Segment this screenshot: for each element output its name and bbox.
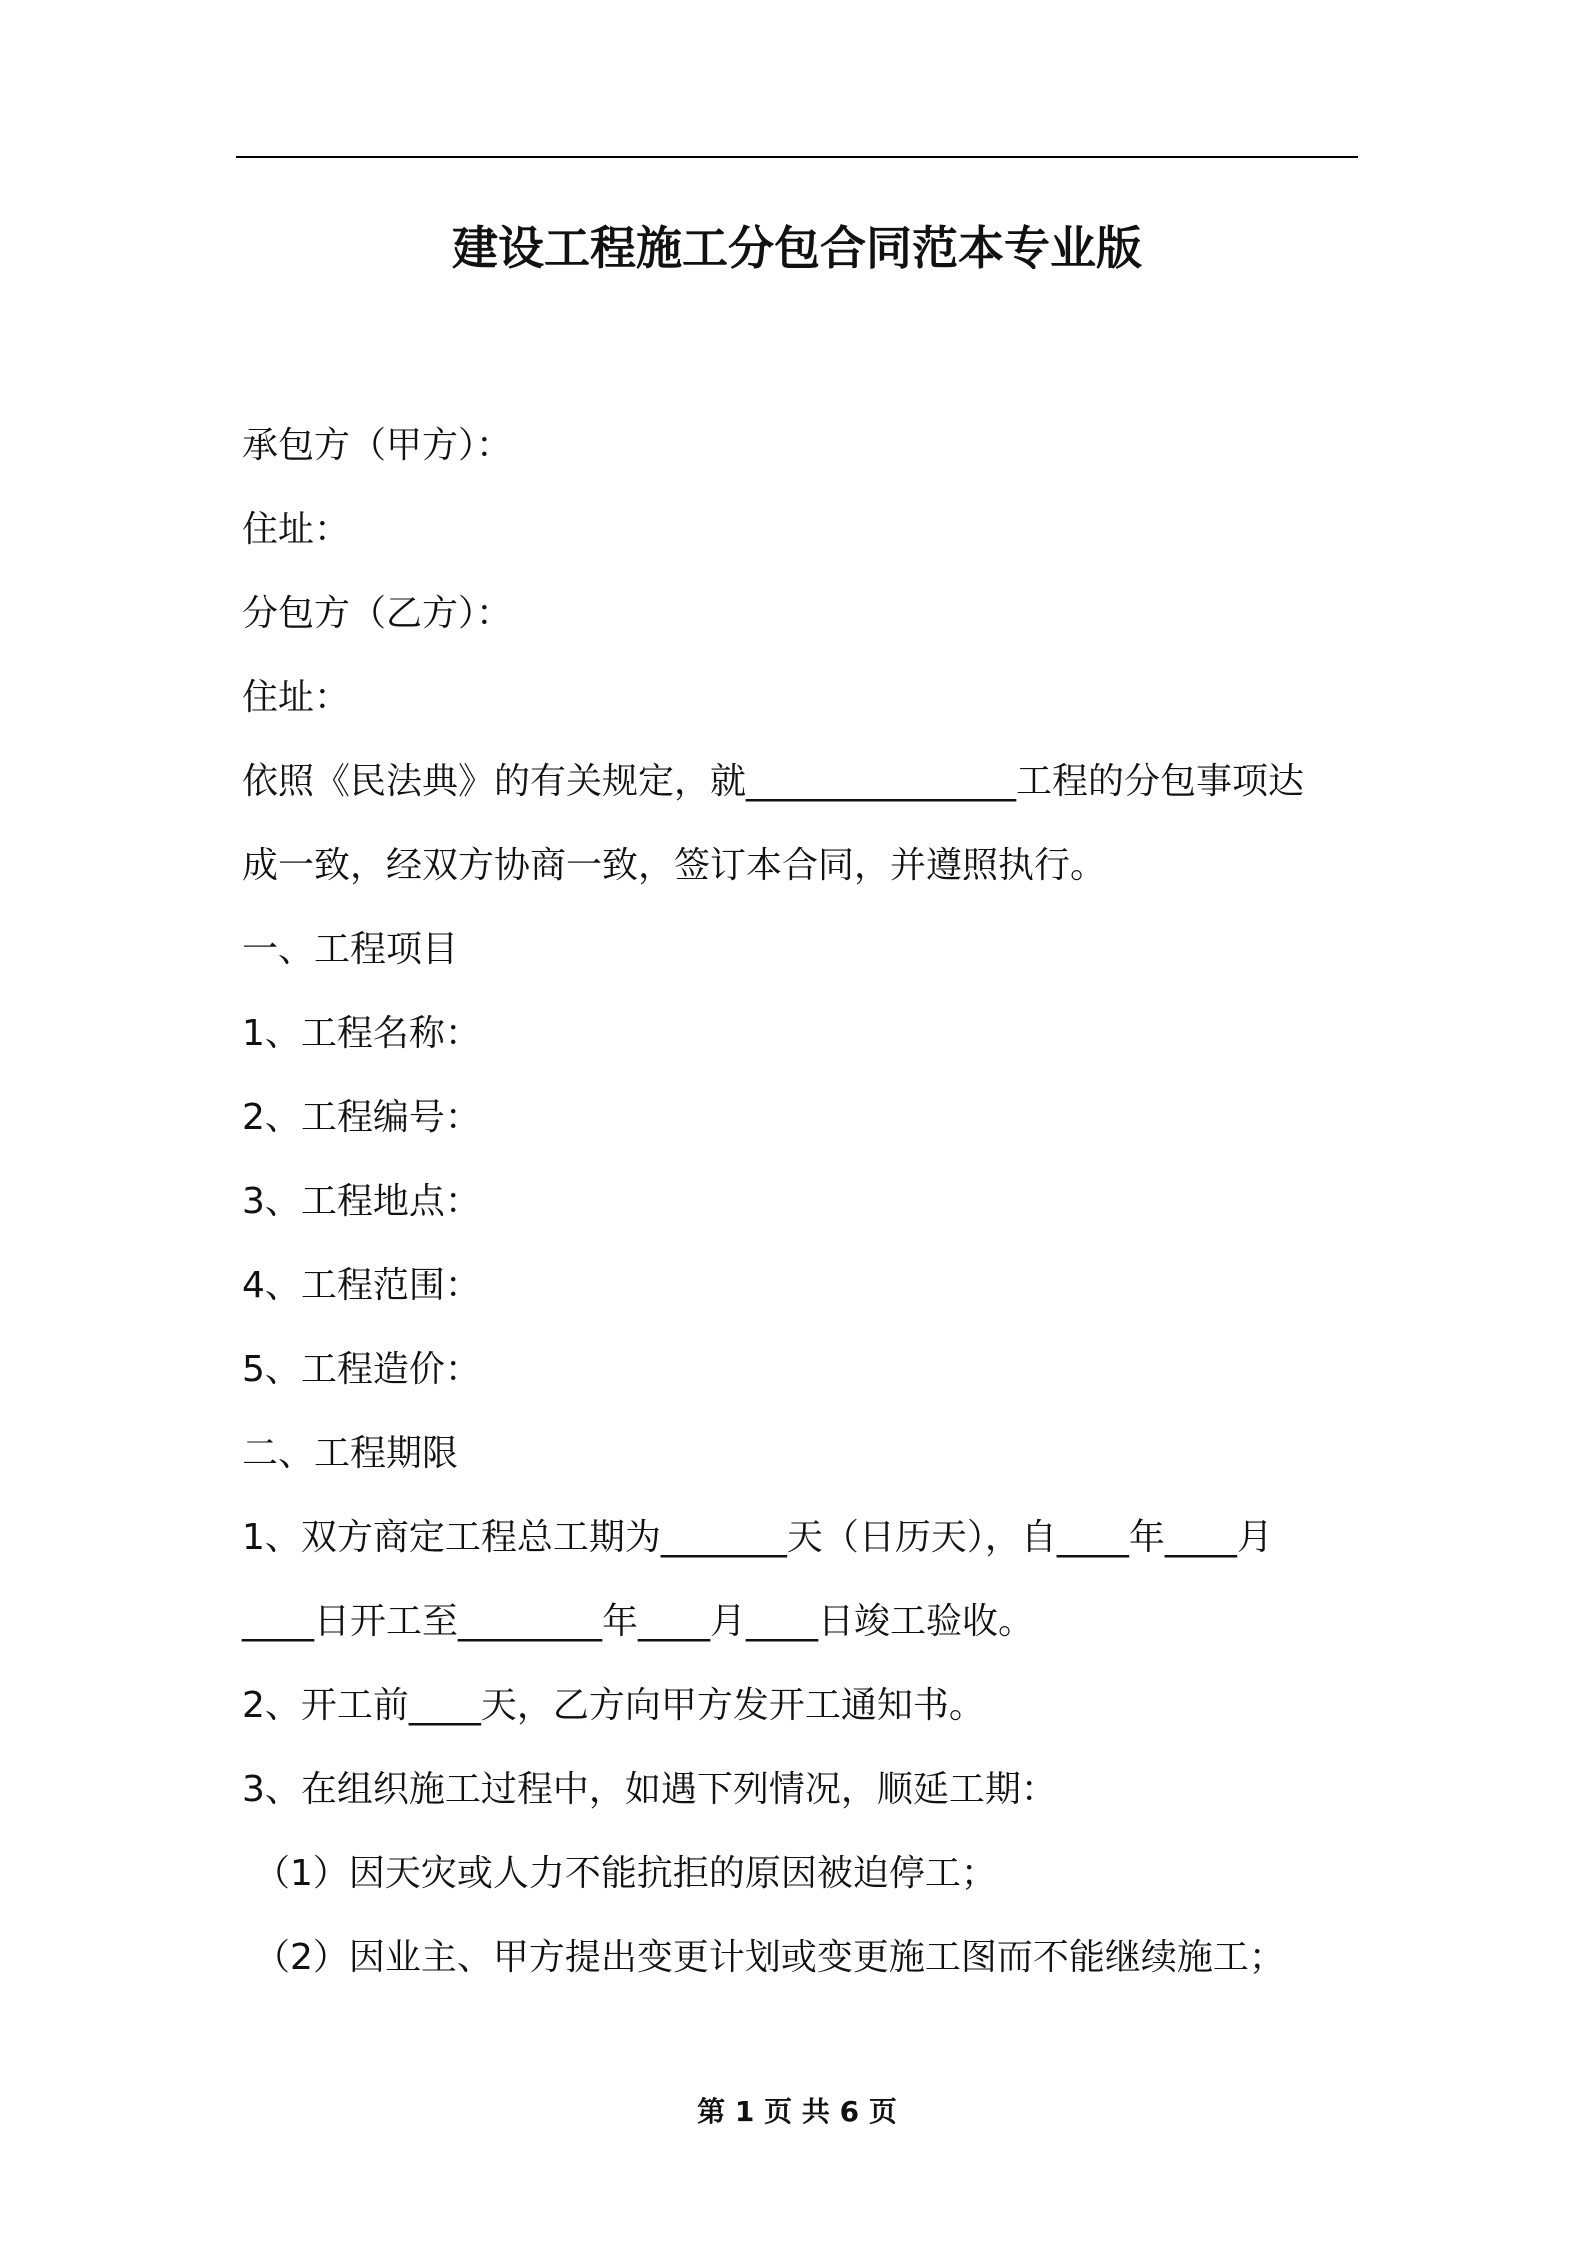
project-name-line: 1、工程名称：	[242, 1013, 481, 1054]
document-body	[242, 404, 1362, 2000]
party-b-address-line: 住址：	[242, 677, 351, 718]
page-number: 第 1 页 共 6 页	[697, 2095, 897, 2128]
section-heading-duration: 二、工程期限	[242, 1433, 459, 1474]
project-number-line: 2、工程编号：	[242, 1097, 481, 1138]
preamble-line-2: 成一致，经双方协商一致，签订本合同，并遵照执行。	[242, 845, 1107, 886]
extension-item-2: （2）因业主、甲方提出变更计划或变更施工图而不能继续施工；	[254, 1937, 1285, 1978]
extension-item-1: （1）因天灾或人力不能抗拒的原因被迫停工；	[254, 1853, 997, 1894]
preamble-line-1: 依照《民法典》的有关规定，就_______________工程的分包事项达	[242, 761, 1305, 802]
project-cost-line: 5、工程造价：	[242, 1349, 481, 1390]
party-a-address-line: 住址：	[242, 509, 351, 550]
section-heading-project: 一、工程项目	[242, 929, 459, 970]
party-a-line: 承包方（甲方）：	[242, 425, 513, 466]
project-location-line: 3、工程地点：	[242, 1181, 481, 1222]
extension-clause-line: 3、在组织施工过程中，如遇下列情况，顺延工期：	[242, 1769, 1057, 1810]
start-notice-line: 2、开工前____天，乙方向甲方发开工通知书。	[242, 1685, 985, 1726]
project-scope-line: 4、工程范围：	[242, 1265, 481, 1306]
document-title: 建设工程施工分包合同范本专业版	[452, 221, 1142, 275]
duration-clause-line-1: 1、双方商定工程总工期为_______天（日历天），自____年____月	[242, 1517, 1273, 1558]
header-rule	[236, 156, 1358, 158]
duration-clause-line-2: ____日开工至________年____月____日竣工验收。	[242, 1601, 1035, 1642]
party-b-line: 分包方（乙方）：	[242, 593, 513, 634]
